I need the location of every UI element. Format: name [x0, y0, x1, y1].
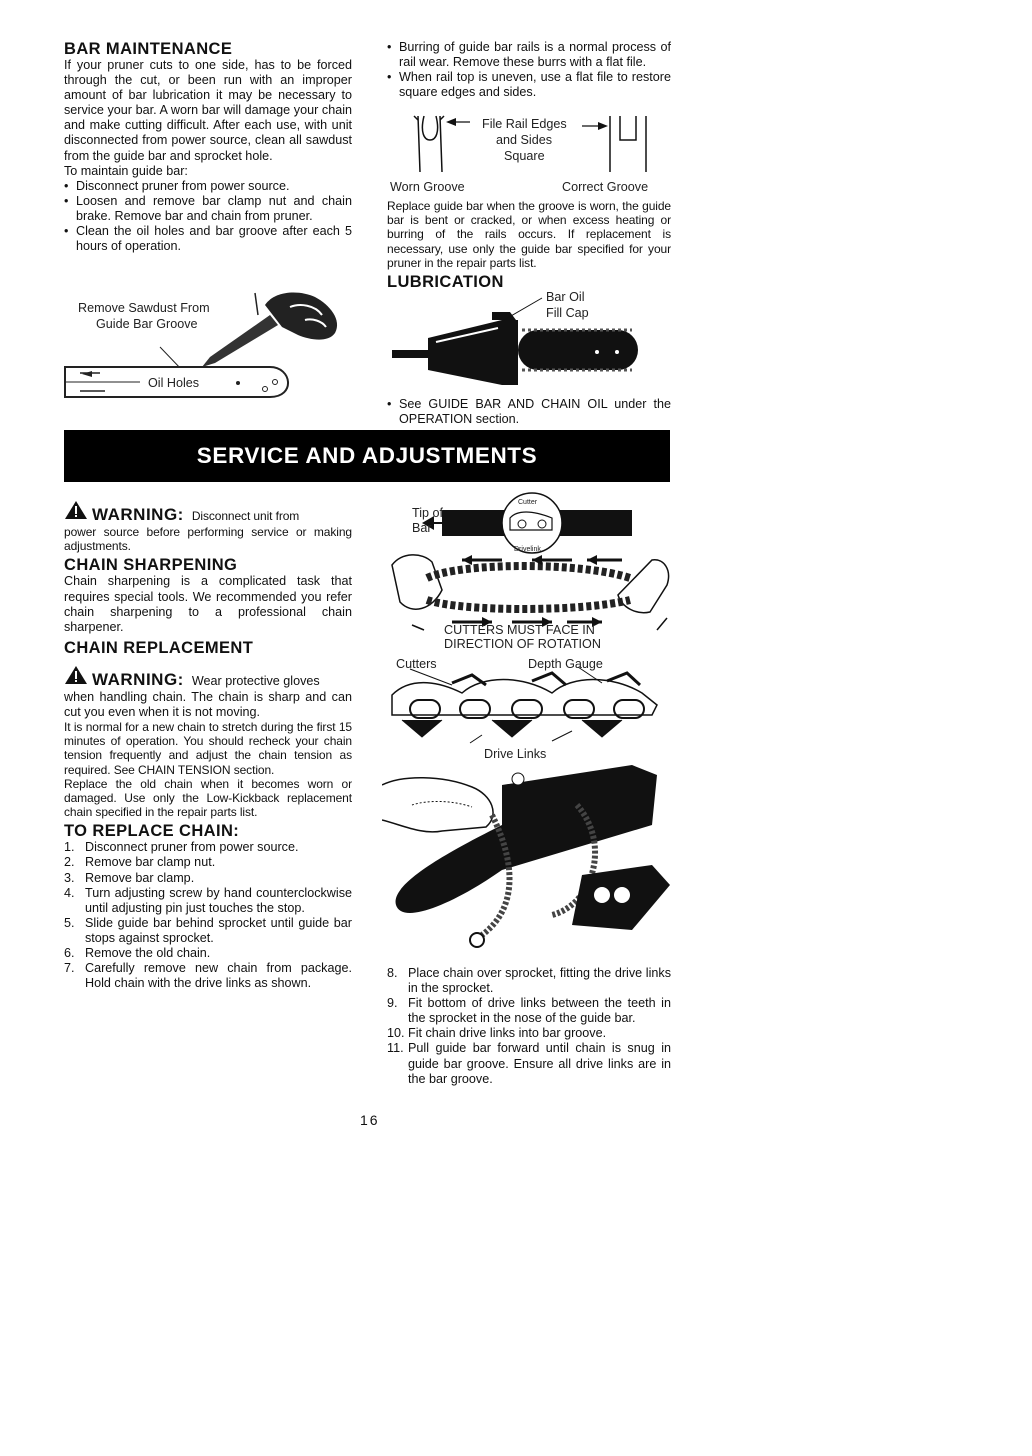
list-item: 8. Place chain over sprocket, fitting the drive links in the sprocket.: [387, 966, 671, 996]
bar-maintenance-list: [64, 179, 352, 254]
list-item: • Clean the oil holes and bar groove after each 5 hours of operation.: [64, 224, 352, 254]
guide-bar-rail-section: [387, 40, 671, 100]
file-rail-label-1: File Rail Edges: [482, 117, 567, 131]
list-item: • When rail top is uneven, use a flat file to restore square edges and sides.: [387, 70, 671, 100]
list-item: • See GUIDE BAR AND CHAIN OIL under the OPERATION section.: [387, 397, 671, 427]
list-item: 11. Pull guide bar forward until chain is snug in guide bar groove. Ensure all drive links are in the bar groove.: [387, 1041, 671, 1086]
replace-steps-list-right: [387, 966, 671, 1087]
list-item: 5. Slide guide bar behind sprocket until guide bar stops against sprocket.: [64, 915, 352, 945]
warning-icon: [64, 500, 88, 520]
replace-old-chain-paragraph: Replace the old chain when it becomes worn or damaged. Use only the Low-Kickback replacement chain specified in the repair parts list.: [64, 776, 352, 820]
chain-direction-figure: [382, 490, 672, 650]
direction-of-rotation-label: DIRECTION OF ROTATION: [444, 637, 601, 651]
to-replace-chain-heading: TO REPLACE CHAIN:: [64, 822, 240, 841]
chain-install-figure: [382, 765, 672, 965]
warning-icon: [64, 665, 88, 685]
warning-power-line: [64, 500, 352, 525]
replace-steps-list-left: [64, 840, 352, 991]
bar-maintenance-heading: BAR MAINTENANCE: [64, 40, 233, 58]
list-item: 3. Remove bar clamp.: [64, 870, 195, 885]
lubrication-bullet-block: [387, 397, 671, 427]
warning-text-first: Disconnect unit from: [191, 509, 300, 523]
chain-sharpening-heading: CHAIN SHARPENING: [64, 556, 238, 575]
bar-maintenance-intro: To maintain guide bar:: [64, 163, 188, 178]
worn-groove-label: Worn Groove: [390, 180, 465, 194]
remove-sawdust-label-1: Remove Sawdust From: [78, 301, 210, 315]
lubrication-heading: LUBRICATION: [387, 273, 504, 291]
remove-sawdust-label-2: Guide Bar Groove: [96, 317, 198, 331]
warning-gloves-rest: when handling chain. The chain is sharp and can cut you even when it is not moving.: [64, 689, 352, 719]
list-item: 4. Turn adjusting screw by hand counterclockwise until adjusting pin just touches the stop.: [64, 885, 352, 915]
lubrication-figure: [392, 290, 662, 398]
list-item: 2. Remove bar clamp nut.: [64, 855, 216, 870]
chain-parts-figure: [382, 655, 672, 765]
tip-of-bar-label-2: Bar: [412, 521, 432, 535]
service-left-column: [64, 500, 352, 991]
guide-bar-cleaning-figure: [60, 285, 360, 415]
fill-cap-label: Fill Cap: [546, 306, 589, 320]
replace-guide-bar-text: Replace guide bar when the groove is worn, the guide bar is bent or cracked, or when excess heating or burring of the rails occurs. If replacement is necessary, use only the guide bar specified for your pruner in the repair parts list.: [387, 199, 671, 270]
list-item: 10. Fit chain drive links into bar groove.: [387, 1026, 607, 1041]
list-item: • Burring of guide bar rails is a normal process of rail wear. Remove these burrs with a flat file.: [387, 40, 671, 70]
chain-replacement-heading: CHAIN REPLACEMENT: [64, 638, 254, 657]
file-rail-label-2: and Sides: [496, 133, 553, 147]
chain-stretch-paragraph: It is normal for a new chain to stretch during the first 15 minutes of operation. You should recheck your chain tension frequently and adjust the chain tension as required. See CHAIN TENSION section.: [64, 719, 352, 777]
list-item: 7. Carefully remove new chain from package. Hold chain with the drive links as shown.: [64, 961, 352, 991]
depth-gauge-label: Depth Gauge: [528, 657, 603, 671]
warning-label: WARNING:: [92, 505, 184, 524]
bar-oil-label: Bar Oil: [546, 290, 585, 304]
chain-sharpening-text: Chain sharpening is a complicated task that requires special tools. We recommended you refer chain sharpening to a professional chain sharpener.: [64, 574, 352, 634]
page-number: 16: [360, 1112, 380, 1128]
warning-text-rest: power source before performing service or making adjustments.: [64, 525, 352, 554]
section-banner: [64, 430, 670, 482]
chain-install-illustration: [382, 765, 672, 965]
banner-title: SERVICE AND ADJUSTMENTS: [196, 443, 538, 468]
bar-maintenance-paragraph: If your pruner cuts to one side, has to be forced through the cut, or been run with an improper amount of bar lubrication it may be necessary to service your bar. A worn bar will damage your chain and make cutting difficult. After each use, with unit disconnected from power source, clean all sawdust from the guide bar and sprocket hole.: [64, 58, 352, 163]
bar-maintenance-section: [64, 40, 352, 254]
list-item: • Disconnect pruner from power source.: [64, 179, 352, 194]
cutter-small-label: Cutter: [518, 499, 538, 506]
warning-label: WARNING:: [92, 669, 184, 689]
service-right-steps: [387, 966, 671, 1087]
warning-gloves-line: [64, 665, 352, 690]
rail-burring-list: [387, 40, 671, 100]
list-item: 6. Remove the old chain.: [64, 946, 211, 961]
cutters-label: Cutters: [396, 657, 437, 671]
file-rail-label-3: Square: [504, 149, 545, 163]
list-item: 1. Disconnect pruner from power source.: [64, 840, 299, 855]
list-item: 9. Fit bottom of drive links between the teeth in the sprocket in the nose of the guide bar.: [387, 996, 671, 1026]
drive-links-label: Drive Links: [484, 747, 547, 761]
groove-comparison-figure: [390, 112, 670, 197]
bar-oil-cap-illustration: [392, 290, 662, 398]
cutters-must-face-label: CUTTERS MUST FACE IN: [444, 623, 595, 637]
list-item: • Loosen and remove bar clamp nut and chain brake. Remove bar and chain from pruner.: [64, 194, 352, 224]
warning-gloves-first: Wear protective gloves: [191, 673, 320, 688]
oil-holes-label: Oil Holes: [148, 376, 200, 390]
tip-of-bar-label-1: Tip of: [412, 506, 444, 520]
drivelink-small-label: Drivelink: [514, 546, 541, 553]
correct-groove-label: Correct Groove: [562, 180, 649, 194]
